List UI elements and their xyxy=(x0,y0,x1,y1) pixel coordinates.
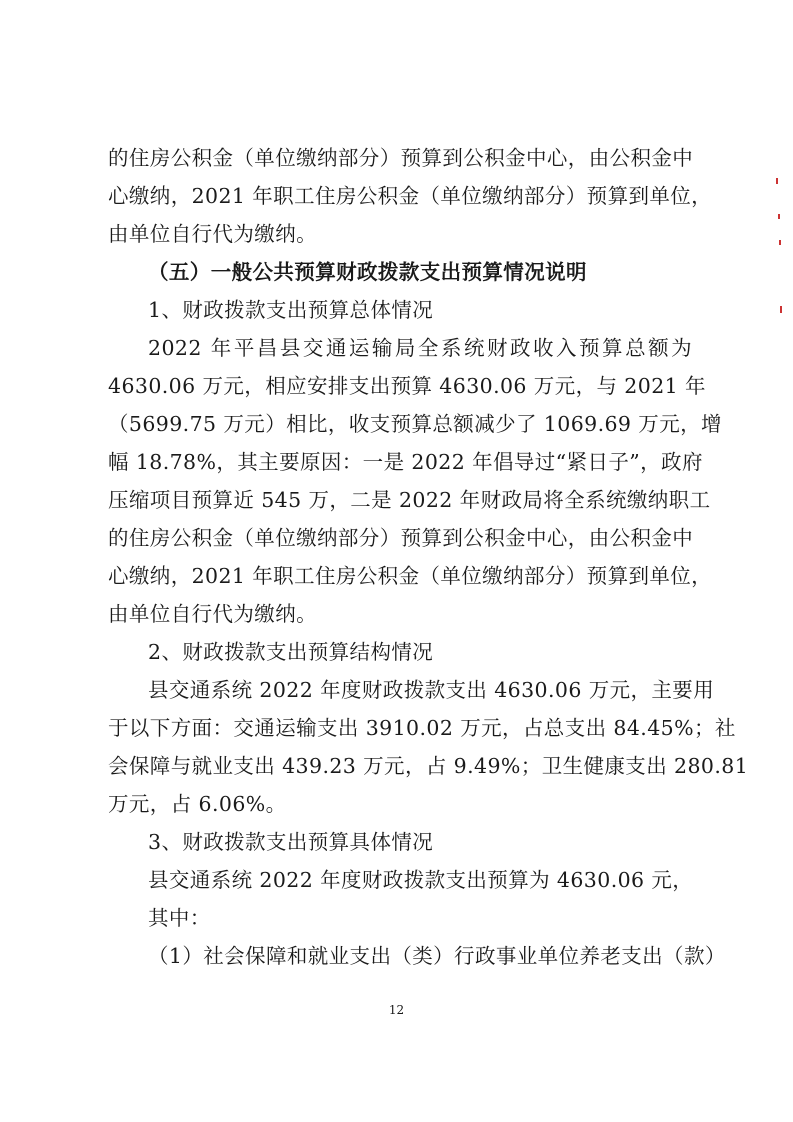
text-line: 万元，占 6.06%。 xyxy=(108,792,287,816)
text-line: 2022 年平昌县交通运输局全系统财政收入预算总额为 xyxy=(148,336,692,360)
section-heading: （五）一般公共预算财政拨款支出预算情况说明 xyxy=(148,260,587,284)
scan-mark xyxy=(780,306,782,313)
text-line: （5699.75 万元）相比，收支预算总额减少了 1069.69 万元，增 xyxy=(108,412,722,436)
text-line: 的住房公积金（单位缴纳部分）预算到公积金中心，由公积金中 xyxy=(108,526,694,550)
scan-mark xyxy=(776,178,778,184)
text-line: 其中： xyxy=(148,906,211,930)
text-line: （1）社会保障和就业支出（类）行政事业单位养老支出（款） xyxy=(148,944,726,968)
text-line: 由单位自行代为缴纳。 xyxy=(108,602,317,626)
text-line: 会保障与就业支出 439.23 万元，占 9.49%；卫生健康支出 280.81 xyxy=(108,754,749,778)
scan-mark xyxy=(778,214,780,219)
subsection-heading: 3、财政拨款支出预算具体情况 xyxy=(148,830,434,854)
text-line: 幅 18.78%，其主要原因：一是 2022 年倡导过“紧日子”，政府 xyxy=(108,450,703,474)
text-line: 县交通系统 2022 年度财政拨款支出 4630.06 万元，主要用 xyxy=(148,678,715,702)
text-line: 4630.06 万元，相应安排支出预算 4630.06 万元，与 2021 年 xyxy=(108,374,706,398)
scan-mark xyxy=(779,240,781,245)
text-line: 压缩项目预算近 545 万，二是 2022 年财政局将全系统缴纳职工 xyxy=(108,488,711,512)
text-line: 的住房公积金（单位缴纳部分）预算到公积金中心，由公积金中 xyxy=(108,146,694,170)
subsection-heading: 1、财政拨款支出预算总体情况 xyxy=(148,298,434,322)
text-line: 于以下方面：交通运输支出 3910.02 万元，占总支出 84.45%；社 xyxy=(108,716,736,740)
page-number: 12 xyxy=(388,1003,405,1017)
text-line: 县交通系统 2022 年度财政拨款支出预算为 4630.06 元， xyxy=(148,868,694,892)
subsection-heading: 2、财政拨款支出预算结构情况 xyxy=(148,640,434,664)
text-line: 由单位自行代为缴纳。 xyxy=(108,222,317,246)
text-line: 心缴纳，2021 年职工住房公积金（单位缴纳部分）预算到单位， xyxy=(108,184,713,208)
text-line: 心缴纳，2021 年职工住房公积金（单位缴纳部分）预算到单位， xyxy=(108,564,713,588)
